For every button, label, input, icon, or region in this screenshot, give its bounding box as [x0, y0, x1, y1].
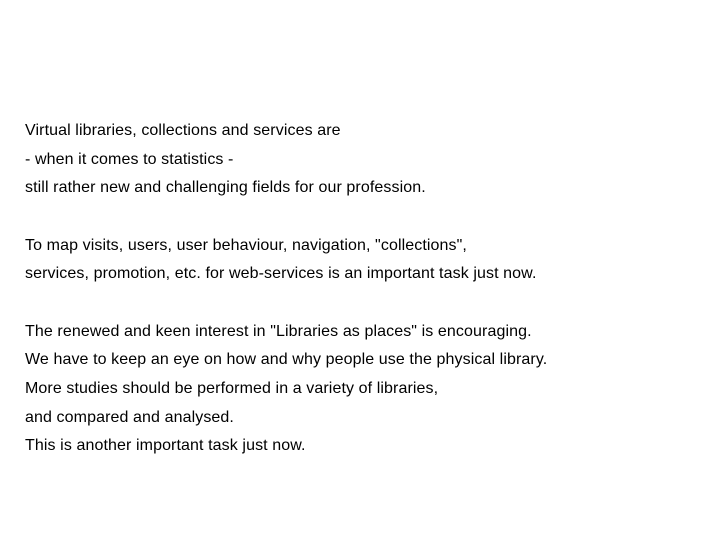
text-line: To map visits, users, user behaviour, navigation, "collections",: [25, 237, 467, 254]
text-line: - when it comes to statistics -: [25, 151, 234, 168]
text-line: We have to keep an eye on how and why people use the physical library.: [25, 351, 548, 368]
text-line: This is another important task just now.: [25, 437, 306, 454]
text-line: The renewed and keen interest in "Libraries as places" is encouraging.: [25, 323, 532, 340]
text-line: and compared and analysed.: [25, 409, 234, 426]
text-line: still rather new and challenging fields for our profession.: [25, 179, 426, 196]
text-line: Virtual libraries, collections and services are: [25, 122, 341, 139]
text-line: More studies should be performed in a variety of libraries,: [25, 380, 439, 397]
text-line: services, promotion, etc. for web-services is an important task just now.: [25, 265, 537, 282]
